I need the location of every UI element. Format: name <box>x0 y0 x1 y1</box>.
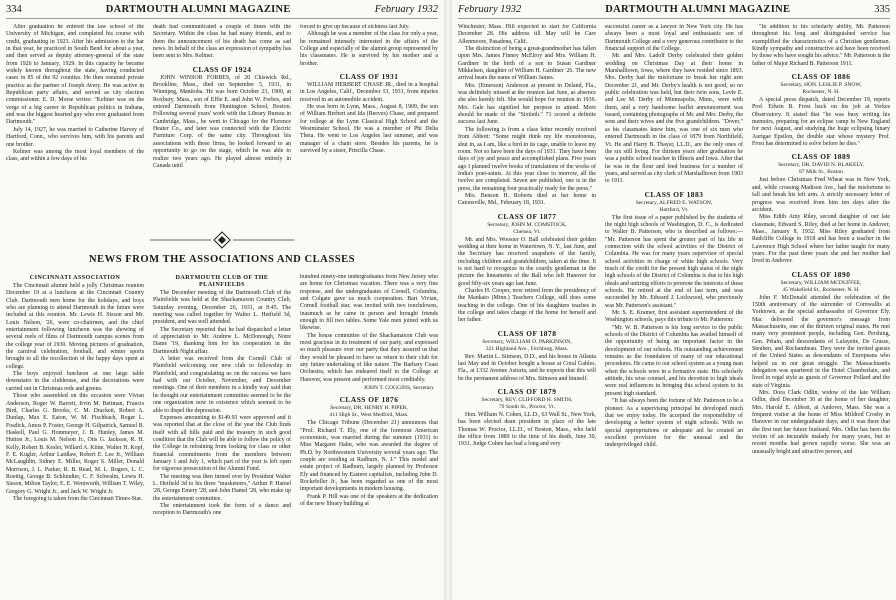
class-secretary: Secretary, HON. LESLIE P. SNOW, <box>780 82 862 89</box>
magazine-title: DARTMOUTH ALUMNI MAGAZINE <box>105 4 291 15</box>
secretary-address: Hartford, Vt. <box>659 206 689 213</box>
class-secretary: Secretary, ALFRED E. WATSON, <box>635 199 713 206</box>
obit-col-3 <box>300 24 438 231</box>
paragraph: "Mr. W. B. Patterson is his long service to the public schools of the District of Columbia has availed himself of the opportunity of being an important factor in the development of our schools. His outstanding achievement remains as the foundation of many of our educational procedures. He came to our school system as a young man when the schools were in a formative state. His scholarly attitude, his wise counsel, and his devotion to high ideals were real influences in bringing this school system to its present high standard. <box>605 324 743 397</box>
paragraph: Mr. and Mrs. Ladolf Derby celebrated their golden wedding on Christmas Day at their home in Marshalltown, Iowa, where they have resided since 1893. Mrs. Derby had the misfortune to break her right arm December 21, and Mr. Derby's health is not good, so no public celebration was held, but their twin sons, Levie E. and Lee M. Derby of Minneapolis, Minn., were with them, and a very handsome leaflet announcement was issued, containing photographs of Mr. and Mrs. Derby, the sons and their wives and the five grandchildren. "Dover," as his classmates knew him, was one of six men who entered Dartmouth in the class of 1879 from Northfield, Vt. He and Harry B. Thayer, LL.D., are the only ones of the six still living. For thirteen years after graduation he was a public school teacher in Illinois and Iowa. After that he was in the flour and feed business for a number of years, and served as city clerk of Marshalltown from 1903 to 1911. <box>605 53 743 185</box>
paragraph: Expenses amounting to $149.93 were approved and it was reported that at the close of the year the Club finds itself with all bills paid and the treasury in such good condition that the Club will be able to follow the policy of the College in refraining from looking for class or other financial commitments from the members between January 1 and July 1, which part of the year is left open for vigorous prosecution of the Alumni Fund. <box>153 414 291 473</box>
notes-col-3 <box>752 24 890 598</box>
paragraph: The boys enjoyed luncheon at one large table downstairs in the clubhouse, and the decorations were carried out in Christmas reds and greens. <box>6 371 144 392</box>
class-secretary: Secretary, WILLIAM MCDUFFEE, <box>780 279 862 286</box>
news-col-3 <box>300 274 438 598</box>
notes-col-1 <box>458 24 596 598</box>
page-number: 334 <box>6 4 22 15</box>
news-columns <box>6 274 438 598</box>
class-secretary: Secretary, REV. CLIFFORD H. SMITH, <box>481 397 573 404</box>
paragraph: The December meeting of the Dartmouth Club of the Plainfields was held at the Shackamaxon Country Club, Saturday evening, December 26, 1931, at 8:45. The meeting was called together by Walter L. Hetfield 3d, president, and was well attended. <box>153 290 291 326</box>
secretary-address: Rochester, N. H. <box>802 89 840 96</box>
secretary-address: 321 Highland Ave., Fitchburg, Mass. <box>485 345 569 352</box>
section-ornament <box>0 231 444 249</box>
class-heading: CLASS OF 1889 <box>791 152 851 162</box>
right-running-head <box>458 4 890 19</box>
paragraph: Mr. S. E. Kramer, first assistant superintendent of the Washington schools, pays this tribute to Mr. Patterson: <box>605 310 743 324</box>
secretary-address: 45 Wakefield St., Rochester, N. H. <box>782 286 860 293</box>
paragraph: Charles H. Cooper, now retired from the presidency of the Mankato (Minn.) Teachers College, still does some teaching in the college. One of his daughters teaches in the college and takes charge of the home for herself and her father. <box>458 288 596 324</box>
news-col-1 <box>6 274 144 598</box>
paragraph: The Chicago Tribune (December 21) announces that "Prof. Richard T. Ely, one of the foremost American economists, was married during the summer (1931) to Miss Margaret Hahn, who was awarded the degree of Ph.D. by Northwestern University several years ago. The couple are residing at Radburn, N. J." This model and estate project of Radburn, largely planned by Professor Ely and financed by Eastern capitalists, including John D. Rockefeller Jr., has been regarded as one of the most important developments in modern housing. <box>300 420 438 493</box>
paragraph: "In addition to his scholarly ability, Mr. Patterson throughout his long and distinguished service has exemplified the characteristics of a Christian gentleman. Kindly sympathy and constructive aid have been received by those who have sought his advice." Mr. Patterson is the father of Major Richard B. Patterson 1911. <box>752 24 890 67</box>
paragraph: JOHN WINSOR FORBES, of 20 Chiswick Rd., Brookline, Mass., died on September 5, 1931, in Winnipeg, Manitoba. He was born October 23, 1900, at Roxbury, Mass., son of Effie E. and John W. Forbes, and entered Dartmouth from Huntington School, Boston. Following several years' work with the Library Bureau in Cambridge, Mass., he went to Chicago for the Florence Heater Co., and later was connected with the Electric Furniture Corp. of the same city. Throughout his associations with these firms, he looked forward to an opportunity to go on the stage, which he was able to realize two years ago. He played almost entirely in Canada until <box>153 74 291 169</box>
paragraph: Those who assembled on this occasion were Vivian Anderson, Roger W. Barrett, Irvin M. Bettman, Francis Bird, Charles G. Brooks, C. M. Drackett, Robert A. Dunlap, Max E. Eaton, W. M. Fischbach, Roger L. Fosdick, Amos P. Foster, George H. Gilpatrick, Samuel B. Haskell, Paul G. Hommeyer, J. B. Hunley, James M. Hutton Jr., Louis M. Nelson Jr., Otis G. Jackson, R. H. Kelly, Robert B. Kesler, Willard A. Kiine, Walter H. Kopf, F. E. Kugler, Arthur Laidlaw, Robert E. Lee Jr., William McLaughlin, Sidney E. Miller, Roger S. Miller, Donald Morrison, J. L. Parker, R. B. Read, M. L. Rogers, L. C. Roettig, George B. Schlundter, C. F. Schwalm, Lewis H. Sisson, Milton Taylor, E. E. Wentworth, William T. Wiley, Gregory G. Wright Jr., and Jack W. Wright Jr. <box>6 393 144 495</box>
obit-col-1 <box>6 24 144 231</box>
paragraph: A letter was received from the Cornell Club of Plainfield welcoming our new club to fellowship in Plainfield, and congratulating us on the success we have had with our October, November, and December meetings. One of their members in a kindly way said that he thought our entertainment committee seemed to be the one organization now in existence which seemed to be able to dispel the depression. <box>153 356 291 414</box>
paragraph: Mr. and Mrs. Wooster O. Ball celebrated their golden wedding at their home in Watertown, N. Y., last June, and the Secretary has received snapshots of the family, including children and grandchildren, taken at the time. It is not hard to recognize in the courtly gentleman in the picture the lineaments of the Ball who left Hanover for good fifty-six years ago last June. <box>458 236 596 287</box>
secretary-signature: JOHN T. COGGINS, Secretary <box>363 385 434 392</box>
magazine-title: DARTMOUTH ALUMNI MAGAZINE <box>605 4 791 15</box>
class-secretary: Secretary, WILLIAM D. PARKINSON, <box>482 338 572 345</box>
news-col-2 <box>153 274 291 598</box>
class-heading: CLASS OF 1886 <box>791 72 851 82</box>
paragraph: The house committee of the Shackamaxon Club was most gracious in its treatment of our party, and expressed so much pleasure over our party that they assured us that they would be pleased to have us return to their club for any future undertaking of like nature. The Barbary Coast Orchestra, which has endeared itself to the College at Hanover, was present and performed most creditably. <box>300 332 438 383</box>
paragraph: July 14, 1927, he was married to Catherine Harvey of Hartford, Conn., who survives him, with his parents and one brother. <box>6 126 144 148</box>
class-secretary: Secretary, DR. HENRY H. PIPER, <box>330 405 408 412</box>
paragraph: Mrs. Dora Clark Odlin, widow of the late William Odlin, died December 30 at the home of her daughter, Mrs. Harold E. Abbott, at Andover, Mass. She was a frequent visitor at the home of Miss Mildred Crosby in Hanover in our undergraduate days, and it was there that she first met her future husband. Mrs. Odlin has been the victim of an incurable malady for many years, but in recent months had grown rapidly worse. She was an unusually bright and attractive person, and <box>752 390 890 455</box>
paragraph: Mrs. (Emerson) Anderson at present in Deland, Fla., was definitely missed at the reunion last June, as absence she also keenly felt. She would hope for reunion in 1936. Mrs. Gale has signified her purpose to attend. More should be made of the "Sixtieth." 71 scored a definite success last June. <box>458 82 596 126</box>
paragraph: The Cincinnati alumni held a jolly Christmas reunion December 19 at a luncheon at the Cincinnati Country Club. Dartmouth men home for the holidays, and boys who are planning to attend Dartmouth in the future were included at this reunion. Mr. Lewis H. Sisson and Mr. Louis Nelson, '26, were co-chairmen, and the chief entertainment following luncheon was the showing of several reels of films of Dartmouth campus scenes from the college year of 1930. Moving pictures of graduation, the carnival celebration, football, and winter sports brought to all the recollection of the happy days spent at college. <box>6 283 144 370</box>
paragraph: The distinction of being a great-grandmother has fallen upon Mrs. James Finney McElroy and Mrs. William H. Gardiner in the birth of a son to Susan Gardiner Mikkelsen, daughter of William H. Gardiner '26. The new arrival bears the name of William James. <box>458 46 596 82</box>
paragraph: The following is from a class letter recently received from Abbott: "Some might think my life monotonous, shut in, as I am, like a bird in its cage, unable to leave my room. Not so have been the days of 1931. They have been days of joy and peace and accomplished plans. Five years ago I planned twelve books of translations of the works of India's poet-saints. At this year close to morrow, all the twelve are completed. Seven are published, one is in the press, the remaining four practically ready for the press." <box>458 126 596 192</box>
paragraph: death had communicated a couple of times with the Secretary. Within the class he had many friends, and to them the announcement of his death has come as sad news. In behalf of the class an expression of sympathy has been sent to Mrs. Keltner. <box>153 24 291 60</box>
paragraph: Frank P. Hill was one of the speakers at the dedication of the new library building at <box>300 493 438 507</box>
class-heading: CLASS OF 1878 <box>497 328 557 338</box>
paragraph: The Secretary reported that he had dispatched a letter of appreciation to Mr. Andrew L. McDonough, Notre Dame '19, thanking him for his cooperation in the Dartmouth Night affair. <box>153 326 291 355</box>
secretary-address: 79 South St., Proctor, Vt. <box>498 404 556 411</box>
paragraph: Keltner was among the most loyal members of the class, and within a few days of his <box>6 148 144 163</box>
association-heading: CINCINNATI ASSOCIATION <box>29 274 121 281</box>
obit-col-2 <box>153 24 291 231</box>
paragraph: The meeting was then turned over by President Walter L. Hetfield 3d to his three "musketeers," Arthur P. Hamel '28, George Emery '28, and John Hamel '28, who make up the entertainment committee. <box>153 473 291 502</box>
paragraph: A special press dispatch, dated December 19, reports Prof. Edwin B. Frost back on his job at Yerkes Observatory. It stated that "he was busy writing his memoirs, preparing for an eclipse camp in New England for next August, and studying the huge eclipsing binary Aurigae Epsilon, the double star whose mystery Prof. Frost has determined to solve before he dies." <box>752 97 890 148</box>
paragraph: "It has always been the fortune of Mr. Patterson to be a pioneer. As a supervising principal he developed much that we enjoy today. He accepted the responsibility of developing a better system of night schools. With no special appropriations or adequate aid he created an excellent provision for the unusual and the underprivileged child. <box>605 398 743 449</box>
page-number: 335 <box>874 4 890 15</box>
paragraph: Rev. Martin L. Stimson, D.D., and his house in Atlanta last May and in October bought a house at Coral Gables, Fla., at 1332 Avenue Asturia, and he expects that this will be the permanent address of Mrs. Stimson and himself. <box>458 353 596 382</box>
paragraph: Miss Edith Amy Riley, second daughter of our late classmate, Edward S. Riley, died at her home in Andover, Mass., January 8, 1932. Miss Riley graduated from Radcliffe College in 1918 and has been a teacher in the Lawrence High School where her father taught for many years. For the past three years she and her mother had lived in Andover. <box>752 214 890 265</box>
class-heading: CLASS OF 1890 <box>791 269 851 279</box>
secretary-address: 87 Milk St., Boston <box>799 169 843 176</box>
paragraph: successful career as a lawyer in New York city. He has always been a most loyal and enthusiastic son of Dartmouth College and a very generous contributor to the financial support of the College. <box>605 24 743 53</box>
paragraph: forced to give up because of sickness last July. <box>300 24 410 30</box>
paragraph: John F. McDonald attended the celebration of the 150th anniversary of the surrender of Cornwallis at Yorktown, as the special ambassador of Governor Ely. Mac delivered the governor's message from Massachusetts, one of the thirteen original states. He met many very prominent people, including Gen. Pershing, Gen. Pétain, and descendants of Lafayette, De Grasse, Steuben, and Rochambeau. They were the invited guests of the United States as descendants of Europeans who helped us in our great struggle. The Massachusetts delegation was quartered in the Hotel Chamberlain, and lived in regal style as guests of Governor Pollard and the state of Virginia. <box>752 294 890 389</box>
class-heading: CLASS OF 1924 <box>192 64 252 74</box>
association-heading: DARTMOUTH CLUB OF THE PLAINFIELDS <box>175 274 269 288</box>
class-heading: CLASS OF 1883 <box>644 189 704 199</box>
left-running-head <box>6 4 438 19</box>
paragraph: The entertainment took the form of a dance and reception to Dartmouth's one <box>153 502 291 517</box>
issue-date: February 1932 <box>458 4 522 15</box>
paragraph: The foregoing is taken from the Cincinnati Times-Star. <box>13 495 143 502</box>
paragraph: hundred ninety-one undergraduates from New Jersey who are home for Christmas vacation. There was a very fine response, and the undergraduates of Cornell, Columbia, and Colgate gave us much cooperation. Bart Vivian, Cornell football star, was invited with two touchdowns, inasmuch as he came in person and brought friends enough to fill two tables. Some Yale men joined with us likewise. <box>300 274 438 332</box>
paragraph: Just before Christmas Fred Wheat was in New York, and, while crossing Madison Ave., had the misfortune to fall and break his left arm. A strictly necessary letter of progress was received from him ten days after the accident. <box>752 177 890 213</box>
secretary-address: Chelsea, Vt. <box>513 228 541 235</box>
paragraph: Hon. William N. Cohen, LL.D., 63 Wall St., New York, has been elected dean president in place of the late Thomas W. Proctor, LL.D., of Boston, Mass., who held the office from 1889 to the time of his death, June 30, 1931. Judge Cohen has had a long and very <box>458 412 596 448</box>
section-headline: NEWS FROM THE ASSOCIATIONS AND CLASSES <box>88 254 356 265</box>
paragraph: He was born in Lynn, Mass., August 8, 1909, the son of William Herbert and Ida (Reeves) Chase, and prepared for college at the Lynn Classical High School and the Westminster School. He was a member of Phi Delta Theta. He went to Los Angeles last summer, and was manager of a chain store. Besides his parents, he is survived by a sister, Priscilla Chase. <box>300 104 438 155</box>
paragraph: WILLIAM HERBERT CHASE JR., died in a hospital in Los Angeles, Calif., December 13, 1931, from injuries received in an automobile accident. <box>300 82 438 103</box>
class-secretary: Secretary, DR. DAVID N. BLAKELY, <box>778 162 864 169</box>
issue-date: February 1932 <box>374 4 438 15</box>
right-page <box>452 0 896 600</box>
class-notes-columns <box>458 24 890 598</box>
paragraph: Mrs. Benson H. Roberts died at her home in Catonsville, Md., February 18, 1931. <box>458 192 596 207</box>
class-secretary: Secretary, JOHN M. COMSTOCK, <box>487 221 567 228</box>
notes-col-2 <box>605 24 743 598</box>
paragraph: Although he was a member of the class for only a year, he remained intensely interested in the affairs of the College and especially of the alumni group represented by his classmates. He is survived by his mother and a brother. <box>300 31 438 67</box>
paragraph: The first issue of a paper published by the students of the night high schools of Washington, D. C., is dedicated to Walter B. Patterson, who is described as follows:— "Mr. Patterson has spent the greater part of his life in connection with the school activities of the District of Columbia. He was for many years supervisor of special school activities in charge of white high schools. Very much of the credit for the present high status of the night high schools of the District of Columbia is due to his high ideals and untiring efforts to promote the interests of these schools. He retired at the end of last term, and was succeeded by Mr. Edward J. Lockwood, who previously was Mr. Patterson's assistant." <box>605 214 743 309</box>
paragraph: After graduation he entered the law school of the University of Michigan, and completed his course with credit, graduating in 1923. After his admission to the bar in that year, he practiced in South Bend for about a year, and then served as deputy attorney-general of the state from 1926 to January, 1929. In this capacity he became widely known throughout the state, having conducted cases in 85 of the 92 counties. He then resumed private practice as the partner of Joseph Avery. He was active in Republican party affairs, and served as city election commissioner. E. D. Morse writes: "Keltner was on the verge of a big career in Republican politics in Indiana, and was the biggest hearted guy who ever graduated from Dartmouth." <box>6 24 144 126</box>
paragraph: Winchester, Mass. Hill expected to start for California December 28. His address till May will be Care Allenmoore, Pasadena, Calif. <box>458 24 596 45</box>
obituary-columns <box>6 24 438 231</box>
page-gutter <box>444 0 452 600</box>
class-heading: CLASS OF 1876 <box>339 395 399 405</box>
class-heading: CLASS OF 1877 <box>497 211 557 221</box>
left-page <box>0 0 444 600</box>
secretary-address: 411 High St., West Medford, Mass. <box>329 412 409 419</box>
class-heading: CLASS OF 1931 <box>339 72 399 82</box>
class-heading: CLASS OF 1879 <box>497 387 557 397</box>
